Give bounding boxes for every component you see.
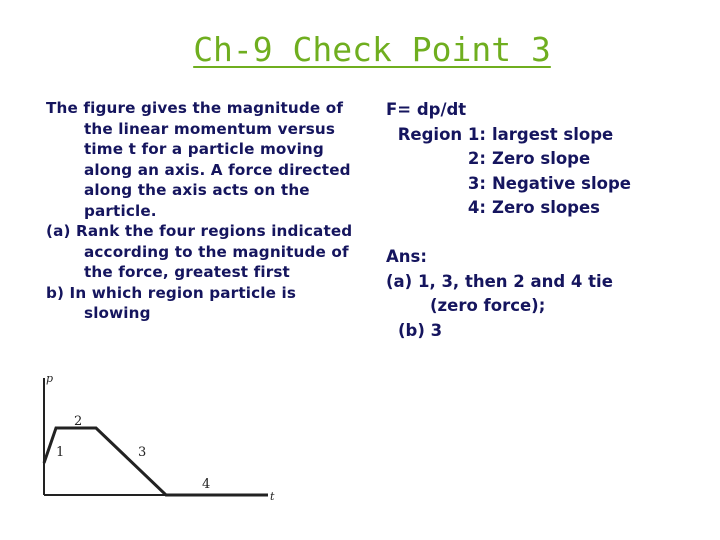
question-part-a: (a) Rank the four regions indicated according to the magnitude of the force, greatest first [46, 222, 353, 281]
region-desc: largest slope [492, 124, 614, 144]
ans-heading: Ans: [386, 247, 427, 266]
momentum-curve [44, 428, 268, 495]
region-label-1: 1 [56, 445, 65, 460]
region-label: 4: [467, 198, 486, 217]
ans-a: (a) 1, 3, then 2 and 4 tie [386, 271, 613, 291]
region-label: Region 1: [397, 124, 486, 144]
question-text [46, 98, 366, 324]
region-row [386, 172, 711, 197]
region-label: 2: [467, 149, 486, 168]
y-axis-label: p [46, 372, 54, 385]
region-desc: Zero slopes [492, 198, 601, 217]
question-intro: The figure gives the magnitude of the linear momentum versus time t for a particle moving along an axis. A force directed along the axis acts on the particle. [46, 99, 351, 220]
region-row [386, 196, 711, 221]
region-label: 3: [467, 173, 486, 193]
ans-a-cont: (zero force); [430, 296, 546, 315]
region-label-3: 3 [138, 445, 147, 460]
region-label-2: 2 [74, 414, 83, 429]
x-axis-label: t [270, 490, 275, 503]
formula: F= dp/dt [386, 100, 467, 119]
question-part-b: b) In which region particle is slowing [46, 283, 297, 322]
ans-b: (b) 3 [398, 320, 443, 340]
momentum-graph [30, 370, 280, 510]
region-row [386, 123, 711, 148]
answer-text [386, 98, 711, 343]
region-label-4: 4 [202, 477, 211, 492]
region-desc: Zero slope [492, 149, 591, 168]
slide-title: Ch-9 Check Point 3 [193, 30, 551, 69]
region-desc: Negative slope [492, 173, 631, 193]
region-row [386, 147, 711, 172]
